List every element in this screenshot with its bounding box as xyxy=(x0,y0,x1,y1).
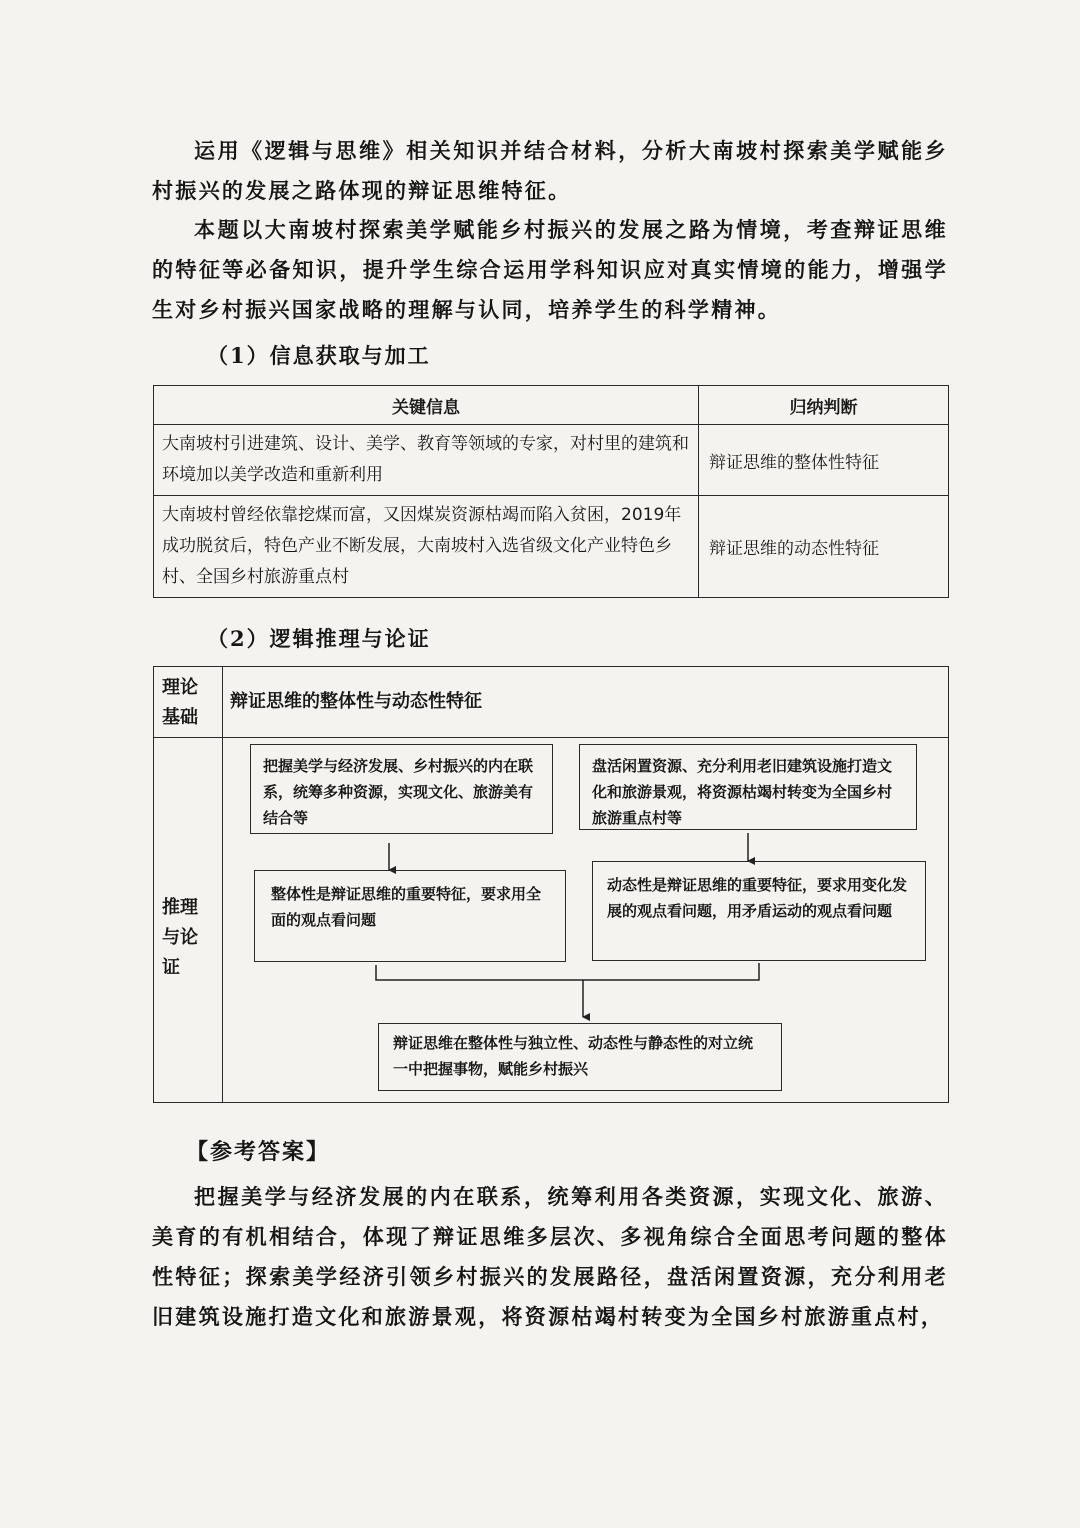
box-top-right: 盘活闲置资源、充分利用老旧建筑设施打造文化和旅游景观，将资源枯竭村转变为全国乡村旅游重点村等 xyxy=(579,744,917,830)
table-row xyxy=(154,425,949,496)
judgement-cell: 辩证思维的整体性特征 xyxy=(699,425,949,496)
theory-label: 理论基础 xyxy=(162,677,198,728)
section1-heading: （1）信息获取与加工 xyxy=(207,343,431,368)
box-bottom-conclusion: 辩证思维在整体性与独立性、动态性与静态性的对立统一中把握事物，赋能乡村振兴 xyxy=(378,1023,782,1091)
reasoning-label: 推理与论证 xyxy=(162,897,198,978)
box-mid-left: 整体性是辩证思维的重要特征，要求用全面的观点看问题 xyxy=(254,870,566,962)
section2-heading: （2）逻辑推理与论证 xyxy=(207,626,431,651)
info-table xyxy=(153,385,949,598)
merge-bracket xyxy=(376,963,759,980)
reasoning-table xyxy=(153,666,949,1103)
judgement-cell: 辩证思维的动态性特征 xyxy=(699,496,949,598)
answer-paragraph: 把握美学与经济发展的内在联系，统筹利用各类资源，实现文化、旅游、美育的有机相结合，体现了辩证思维多层次、多视角综合全面思考问题的整体性特征；探索美学经济引领乡村振兴的发展路径，盘活闲置资源，充分利用老旧建筑设施打造文化和旅游景观，将资源枯竭村转变为全国乡村旅游重点村， xyxy=(152,1184,948,1329)
question-paragraph: 运用《逻辑与思维》相关知识并结合材料，分析大南坡村探索美学赋能乡村振兴的发展之路体现的辩证思维特征。 xyxy=(152,138,948,203)
box-top-left: 把握美学与经济发展、乡村振兴的内在联系，统筹多种资源，实现文化、旅游美有结合等 xyxy=(250,744,553,834)
purpose-paragraph: 本题以大南坡村探索美学赋能乡村振兴的发展之路为情境，考查辩证思维的特征等必备知识，提升学生综合运用学科知识应对真实情境的能力，增强学生对乡村振兴国家战略的理解与认同，培养学生的科学精神。 xyxy=(152,217,948,322)
col-key-header: 关键信息 xyxy=(154,386,699,425)
box-mid-right: 动态性是辩证思维的重要特征，要求用变化发展的观点看问题，用矛盾运动的观点看问题 xyxy=(592,861,926,961)
key-info-cell: 大南坡村引进建筑、设计、美学、教育等领域的专家，对村里的建筑和环境加以美学改造和重新利用 xyxy=(154,425,699,496)
key-info-cell: 大南坡村曾经依靠挖煤而富，又因煤炭资源枯竭而陷入贫困，2019年成功脱贫后，特色产业不断发展，大南坡村入选省级文化产业特色乡村、全国乡村旅游重点村 xyxy=(154,496,699,598)
theory-text: 辩证思维的整体性与动态性特征 xyxy=(230,691,482,712)
answer-title: 【参考答案】 xyxy=(186,1140,331,1165)
info-table-header xyxy=(154,386,949,425)
table-row xyxy=(154,496,949,598)
col-judge-header: 归纳判断 xyxy=(699,386,949,425)
